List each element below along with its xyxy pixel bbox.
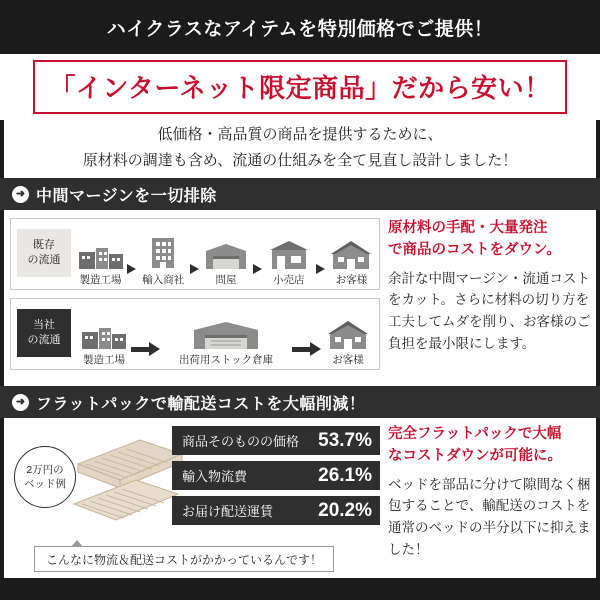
flow-node-label: 製造工場 (79, 274, 122, 286)
arrow-right-icon: ➜ (12, 186, 29, 203)
top-banner (0, 0, 600, 54)
lead-line-1: 低価格・高品質の商品を提供するために、 (157, 126, 443, 143)
arrow-right-small-icon (312, 251, 328, 287)
cost-row-value: 26.1% (318, 464, 372, 486)
section-2-heading-bar (0, 386, 600, 418)
section-1-highlight-line-1: 原材料の手配・大量発注 (388, 220, 548, 236)
section-1-highlight-line-2: で商品のコストをダウン。 (388, 241, 561, 258)
flow-row-ours (10, 298, 380, 370)
top-banner-text: ハイクラスなアイテムを特別価格でご提供！ (106, 18, 494, 40)
cost-row (172, 496, 380, 525)
cost-row (172, 426, 380, 455)
flow-node-label: 問屋 (215, 274, 237, 286)
arrow-right-small-icon (187, 251, 203, 287)
arrow-right-small-icon (124, 251, 140, 287)
flow-existing-nodes (77, 223, 375, 287)
flow-node (265, 234, 312, 287)
flow-node (202, 234, 249, 287)
arrow-right-small-icon (250, 251, 266, 287)
bed-price-badge (14, 446, 76, 508)
section-1-right-text (388, 218, 592, 355)
cost-note-text: こんなに物流＆配送コストがかかっているんです！ (45, 552, 322, 567)
flow-tag-ours-line1: 当社 (33, 319, 55, 332)
flow-node-label: お客様 (335, 274, 368, 286)
cost-row-value: 53.7% (318, 429, 372, 451)
factory-icon (77, 234, 124, 270)
factory-icon (77, 314, 131, 350)
shop-icon (265, 234, 312, 270)
lead-line-2: 原材料の調達も含め、流通の仕組みを全て見直し設計しました！ (82, 151, 518, 169)
house-icon (321, 314, 375, 350)
bottom-banner (0, 578, 600, 600)
building-icon (140, 234, 187, 270)
flow-node (77, 234, 124, 287)
flow-node-label: 出荷用ストック倉庫 (178, 354, 274, 366)
cost-row-label: お届け配送運賃 (182, 504, 274, 519)
cost-row (172, 461, 380, 490)
stock-warehouse-icon (160, 314, 292, 350)
flow-node-label: 輸入商社 (142, 274, 185, 286)
arrow-right-icon: ➜ (12, 394, 29, 411)
flow-tag-ours-line2: の流通 (27, 334, 61, 346)
flow-tag-existing (17, 229, 71, 277)
cost-breakdown-list (172, 426, 380, 531)
headline-area (0, 54, 600, 120)
flow-node-label: 小売店 (272, 274, 305, 286)
flow-node (140, 234, 187, 287)
house-icon (328, 234, 375, 270)
section-2-body-text: ベッドを部品に分けて隙間なく梱包することで、輸配送のコストを通常のベッドの半分以下に抑えました！ (388, 476, 591, 558)
section-2-heading-text: フラットパックで輸配送コストを大幅削減！ (36, 395, 366, 413)
section-1-heading-bar (0, 178, 600, 210)
flow-node (160, 314, 292, 367)
flow-node-label: お客様 (332, 354, 364, 366)
warehouse-icon (202, 234, 249, 270)
section-1-heading-text: 中間マージンを一切排除 (36, 187, 217, 205)
flow-row-existing (10, 218, 380, 290)
section-2-right-text (388, 424, 594, 561)
bed-price-badge-line-2: ベッド例 (24, 478, 66, 490)
bed-slats-icon (70, 430, 186, 536)
flow-tag-ours (17, 309, 71, 357)
cost-row-value: 20.2% (318, 499, 372, 521)
bed-price-badge-line-1: 2万円の (26, 463, 64, 476)
lead-paragraph (0, 122, 600, 173)
flow-node-label: 製造工場 (83, 354, 125, 366)
cost-row-label: 商品そのものの価格 (182, 434, 300, 449)
flow-tag-existing-line1: 既存 (33, 239, 55, 252)
section-1-body-text: 余計な中間マージン・流通コストをカット。さらに材料の切り方を工夫してムダを削り、お客様のご負担を最小限にします。 (388, 270, 591, 352)
arrow-right-long-icon (131, 331, 160, 367)
flow-node (321, 314, 375, 367)
flow-node (77, 314, 131, 367)
arrow-right-long-icon (292, 331, 321, 367)
section-2-highlight-line-2: なコストダウンが可能に。 (388, 447, 562, 464)
headline-text: 「インターネット限定商品」だから安い！ (33, 60, 566, 114)
section-2-highlight-line-1: 完全フラットパックで大幅 (388, 426, 562, 442)
flow-tag-existing-line2: の流通 (27, 254, 61, 266)
flow-ours-nodes (77, 303, 375, 367)
cost-row-label: 輸入物流費 (182, 469, 248, 484)
cost-note-callout (34, 546, 334, 572)
flow-node (328, 234, 375, 287)
